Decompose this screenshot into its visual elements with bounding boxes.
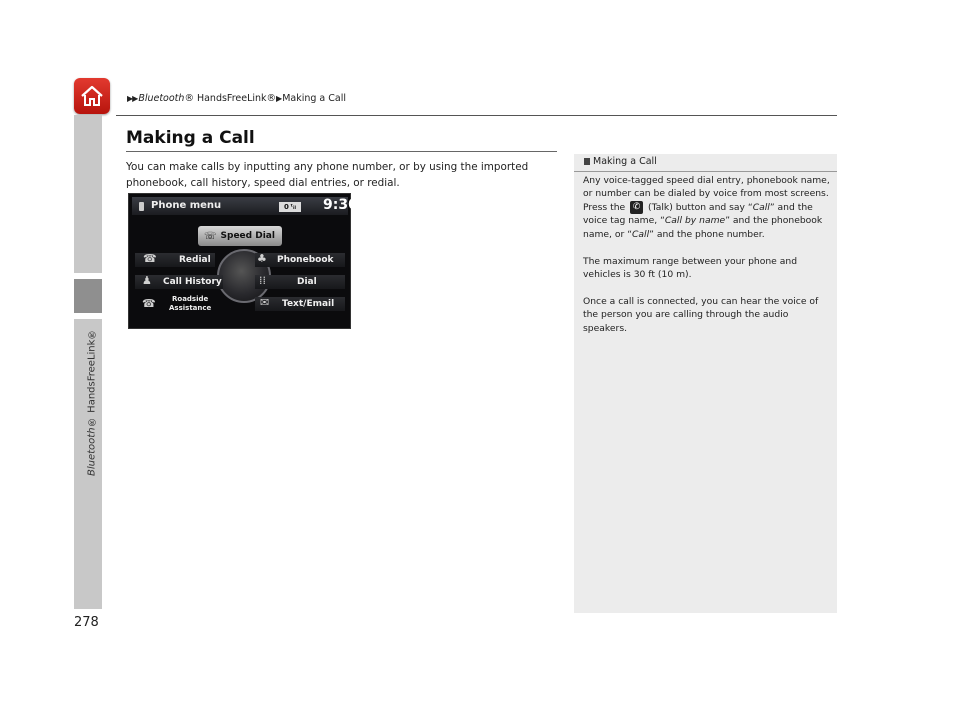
breadcrumb-bluetooth[interactable]: Bluetooth	[138, 93, 185, 104]
phonebook-icon: ♣	[257, 252, 267, 265]
breadcrumb-handsfreelink[interactable]: ® HandsFreeLink®	[184, 93, 277, 104]
dial-keypad-icon: ⁞⁞	[259, 274, 266, 287]
speed-dial-icon: ☏	[204, 230, 217, 242]
speed-dial-button: ☏ Speed Dial	[198, 226, 282, 246]
chapter-side-label: Bluetooth ® HandsFreeLink®	[86, 329, 98, 476]
breadcrumb-current: Making a Call	[282, 93, 347, 104]
talk-button-icon: ✆	[630, 201, 643, 214]
redial-icon: ☎	[143, 252, 157, 265]
breadcrumb	[127, 93, 346, 104]
screen-title: Phone menu	[151, 200, 222, 211]
roadside-assistance-item: Roadside Assistance	[169, 295, 212, 312]
note-heading: Making a Call	[584, 156, 657, 167]
redial-item: Redial	[179, 255, 211, 265]
side-tab-top	[74, 115, 102, 273]
page-title: Making a Call	[126, 128, 255, 148]
body-paragraph: You can make calls by inputting any phone number, or by using the imported phonebook, call history, speed dial entries, or redial.	[126, 161, 529, 189]
phonebook-item: Phonebook	[277, 255, 334, 265]
page-number: 278	[74, 615, 99, 630]
header-divider	[116, 115, 837, 116]
dial-item: Dial	[297, 277, 317, 287]
note-paragraph-range: The maximum range between your phone and vehicles is 30 ft (10 m).	[583, 256, 798, 281]
home-button[interactable]	[74, 78, 110, 114]
call-history-icon: ♟	[142, 274, 152, 287]
roadside-icon: ☎	[142, 297, 156, 310]
screen-header	[132, 197, 358, 215]
note-marker-icon	[584, 158, 590, 165]
title-divider	[126, 151, 557, 152]
signal-icon: 0 ᵗᵢₗ	[279, 202, 301, 212]
screen-clock: 9:30	[323, 197, 358, 213]
home-icon	[79, 83, 105, 109]
note-divider	[574, 171, 837, 172]
breadcrumb-arrow-icon: ▶	[276, 94, 282, 103]
phone-menu-screen-image	[128, 193, 358, 329]
note-paragraph-connected: Once a call is connected, you can hear the voice of the person you are calling through the audio speakers.	[583, 296, 819, 334]
phone-icon	[139, 202, 144, 211]
side-note	[574, 154, 837, 613]
call-history-item: Call History	[163, 277, 222, 287]
mail-icon: ✉	[260, 296, 270, 309]
note-paragraph-voice: Any voice-tagged speed dial entry, phonebook name, or number can be dialed by voice from most screens. Press the ✆ (Talk) button and say “Call” and the voice tag name, “Call by name” and the phonebook name, or “Call” and the phone number.	[583, 175, 830, 240]
text-email-item: Text/Email	[282, 299, 335, 309]
side-tab-active[interactable]	[74, 279, 102, 313]
breadcrumb-arrow-icon: ▶▶	[127, 94, 138, 103]
